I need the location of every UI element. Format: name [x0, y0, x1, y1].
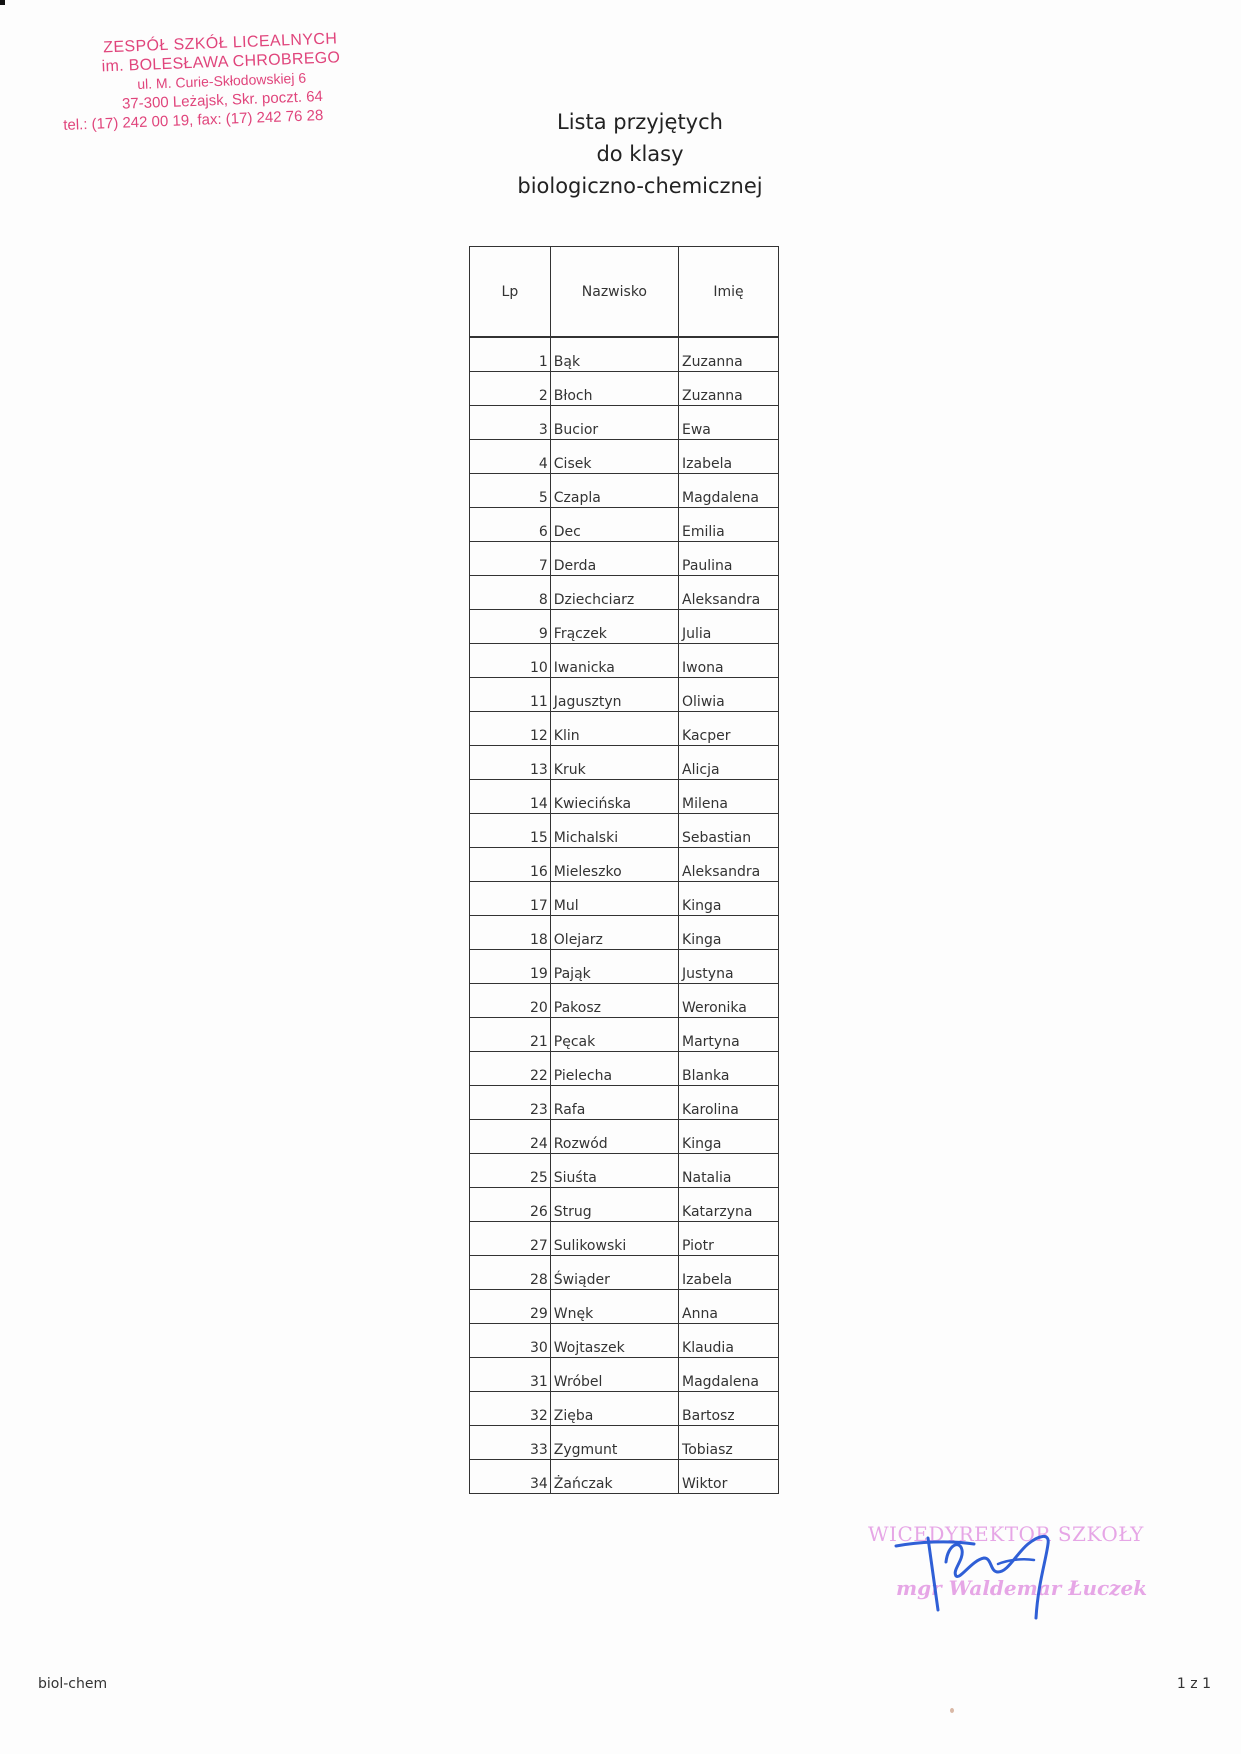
- table-row: [470, 1086, 779, 1120]
- row-firstname-cell: Justyna: [679, 950, 779, 984]
- row-firstname-cell: Magdalena: [679, 1358, 779, 1392]
- row-lp-cell: 24: [470, 1120, 551, 1154]
- row-surname-cell: Dec: [550, 508, 678, 542]
- table-row: [470, 372, 779, 406]
- row-lp-cell: 3: [470, 406, 551, 440]
- title-line-3: biologiczno-chemicznej: [517, 174, 763, 198]
- row-firstname-cell: Oliwia: [679, 678, 779, 712]
- table-row: [470, 1154, 779, 1188]
- row-firstname-cell: Blanka: [679, 1052, 779, 1086]
- row-lp-cell: 5: [470, 474, 551, 508]
- title-line-2: do klasy: [596, 142, 684, 166]
- stamp-line-patron: im. BOLESŁAWA CHROBREGO: [101, 49, 341, 76]
- row-lp-cell: 19: [470, 950, 551, 984]
- table-row: [470, 440, 779, 474]
- row-lp-cell: 27: [470, 1222, 551, 1256]
- row-lp-cell: 31: [470, 1358, 551, 1392]
- row-lp-cell: 12: [470, 712, 551, 746]
- table-row: [470, 1392, 779, 1426]
- row-lp-cell: 33: [470, 1426, 551, 1460]
- row-firstname-cell: Aleksandra: [679, 848, 779, 882]
- stamp-line-phone: tel.: (17) 242 00 19, fax: (17) 242 76 28: [62, 106, 324, 134]
- row-surname-cell: Bucior: [550, 406, 678, 440]
- row-surname-cell: Michalski: [550, 814, 678, 848]
- admitted-students-table: [469, 246, 779, 1494]
- row-surname-cell: Zięba: [550, 1392, 678, 1426]
- title-line-1: Lista przyjętych: [557, 110, 723, 134]
- row-firstname-cell: Katarzyna: [679, 1188, 779, 1222]
- row-surname-cell: Sulikowski: [550, 1222, 678, 1256]
- stamp-line-street: ul. M. Curie-Skłodowskiej 6: [137, 69, 307, 93]
- table-row: [470, 610, 779, 644]
- row-firstname-cell: Karolina: [679, 1086, 779, 1120]
- row-firstname-cell: Martyna: [679, 1018, 779, 1052]
- header-lp: Lp: [470, 247, 551, 337]
- table-row: [470, 474, 779, 508]
- row-lp-cell: 15: [470, 814, 551, 848]
- row-firstname-cell: Weronika: [679, 984, 779, 1018]
- row-surname-cell: Rafa: [550, 1086, 678, 1120]
- table-row: [470, 508, 779, 542]
- row-firstname-cell: Paulina: [679, 542, 779, 576]
- stamp-line-school: ZESPÓŁ SZKÓŁ LICEALNYCH: [102, 30, 338, 57]
- row-surname-cell: Bąk: [550, 338, 678, 372]
- table-row: [470, 1358, 779, 1392]
- table-row: [470, 848, 779, 882]
- row-surname-cell: Dziechciarz: [550, 576, 678, 610]
- table-row: [470, 814, 779, 848]
- row-lp-cell: 10: [470, 644, 551, 678]
- row-firstname-cell: Kinga: [679, 882, 779, 916]
- row-surname-cell: Świąder: [550, 1256, 678, 1290]
- row-surname-cell: Klin: [550, 712, 678, 746]
- row-lp-cell: 34: [470, 1460, 551, 1494]
- row-surname-cell: Wróbel: [550, 1358, 678, 1392]
- row-lp-cell: 26: [470, 1188, 551, 1222]
- row-lp-cell: 6: [470, 508, 551, 542]
- row-firstname-cell: Sebastian: [679, 814, 779, 848]
- scan-corner-mark: [0, 0, 5, 5]
- row-lp-cell: 4: [470, 440, 551, 474]
- row-firstname-cell: Kinga: [679, 1120, 779, 1154]
- handwritten-signature-icon: [888, 1514, 1088, 1634]
- row-surname-cell: Rozwód: [550, 1120, 678, 1154]
- row-firstname-cell: Klaudia: [679, 1324, 779, 1358]
- table-row: [470, 1222, 779, 1256]
- table-header: [470, 247, 779, 337]
- table-row: [470, 916, 779, 950]
- table-row: [470, 1426, 779, 1460]
- table-row: [470, 1256, 779, 1290]
- row-surname-cell: Czapla: [550, 474, 678, 508]
- table-row: [470, 1120, 779, 1154]
- row-lp-cell: 29: [470, 1290, 551, 1324]
- row-firstname-cell: Bartosz: [679, 1392, 779, 1426]
- signature-stamp-title: WICEDYREKTOR SZKOŁY: [868, 1522, 1144, 1546]
- row-firstname-cell: Wiktor: [679, 1460, 779, 1494]
- signature-stamp-name: mgr Waldemar Łuczek: [896, 1576, 1148, 1600]
- row-firstname-cell: Izabela: [679, 1256, 779, 1290]
- table-row: [470, 338, 779, 372]
- row-lp-cell: 16: [470, 848, 551, 882]
- row-surname-cell: Siuśta: [550, 1154, 678, 1188]
- row-surname-cell: Kruk: [550, 746, 678, 780]
- row-surname-cell: Pęcak: [550, 1018, 678, 1052]
- scan-speck: [950, 1708, 954, 1713]
- row-lp-cell: 20: [470, 984, 551, 1018]
- row-firstname-cell: Tobiasz: [679, 1426, 779, 1460]
- row-firstname-cell: Magdalena: [679, 474, 779, 508]
- row-surname-cell: Pająk: [550, 950, 678, 984]
- row-lp-cell: 11: [470, 678, 551, 712]
- table-row: [470, 746, 779, 780]
- row-lp-cell: 7: [470, 542, 551, 576]
- row-lp-cell: 28: [470, 1256, 551, 1290]
- school-stamp: [60, 28, 383, 135]
- row-lp-cell: 21: [470, 1018, 551, 1052]
- row-surname-cell: Cisek: [550, 440, 678, 474]
- table-row: [470, 712, 779, 746]
- row-surname-cell: Olejarz: [550, 916, 678, 950]
- table-row: [470, 542, 779, 576]
- row-firstname-cell: Julia: [679, 610, 779, 644]
- table-row: [470, 882, 779, 916]
- row-lp-cell: 32: [470, 1392, 551, 1426]
- stamp-line-city: 37-300 Leżajsk, Skr. poczt. 64: [121, 87, 324, 113]
- table-row: [470, 950, 779, 984]
- row-lp-cell: 18: [470, 916, 551, 950]
- table-row: [470, 678, 779, 712]
- row-surname-cell: Kwiecińska: [550, 780, 678, 814]
- row-lp-cell: 23: [470, 1086, 551, 1120]
- row-lp-cell: 22: [470, 1052, 551, 1086]
- row-lp-cell: 1: [470, 338, 551, 372]
- row-firstname-cell: Izabela: [679, 440, 779, 474]
- row-surname-cell: Mieleszko: [550, 848, 678, 882]
- row-surname-cell: Wojtaszek: [550, 1324, 678, 1358]
- table-row: [470, 576, 779, 610]
- row-lp-cell: 25: [470, 1154, 551, 1188]
- row-surname-cell: Błoch: [550, 372, 678, 406]
- row-lp-cell: 14: [470, 780, 551, 814]
- row-surname-cell: Pakosz: [550, 984, 678, 1018]
- row-firstname-cell: Milena: [679, 780, 779, 814]
- footer-document-code: biol-chem: [38, 1676, 108, 1692]
- row-surname-cell: Derda: [550, 542, 678, 576]
- row-lp-cell: 13: [470, 746, 551, 780]
- table-header-row: [470, 247, 779, 337]
- row-surname-cell: Frączek: [550, 610, 678, 644]
- table-row: [470, 406, 779, 440]
- document-title: [480, 106, 800, 202]
- row-surname-cell: Żańczak: [550, 1460, 678, 1494]
- table-body: [470, 337, 779, 1494]
- row-lp-cell: 2: [470, 372, 551, 406]
- signature-block: [868, 1514, 1158, 1634]
- table-row: [470, 1018, 779, 1052]
- table-row: [470, 1290, 779, 1324]
- row-surname-cell: Iwanicka: [550, 644, 678, 678]
- table-row: [470, 1052, 779, 1086]
- row-firstname-cell: Anna: [679, 1290, 779, 1324]
- table-row: [470, 644, 779, 678]
- row-firstname-cell: Zuzanna: [679, 338, 779, 372]
- row-surname-cell: Mul: [550, 882, 678, 916]
- row-lp-cell: 9: [470, 610, 551, 644]
- table-row: [470, 1324, 779, 1358]
- header-firstname: Imię: [679, 247, 779, 337]
- table-row: [470, 780, 779, 814]
- table-row: [470, 1460, 779, 1494]
- row-lp-cell: 30: [470, 1324, 551, 1358]
- table-row: [470, 1188, 779, 1222]
- row-firstname-cell: Kacper: [679, 712, 779, 746]
- row-firstname-cell: Zuzanna: [679, 372, 779, 406]
- row-firstname-cell: Emilia: [679, 508, 779, 542]
- row-surname-cell: Zygmunt: [550, 1426, 678, 1460]
- row-firstname-cell: Alicja: [679, 746, 779, 780]
- row-surname-cell: Jagusztyn: [550, 678, 678, 712]
- row-firstname-cell: Iwona: [679, 644, 779, 678]
- row-firstname-cell: Aleksandra: [679, 576, 779, 610]
- row-firstname-cell: Piotr: [679, 1222, 779, 1256]
- row-surname-cell: Pielecha: [550, 1052, 678, 1086]
- row-firstname-cell: Natalia: [679, 1154, 779, 1188]
- row-firstname-cell: Kinga: [679, 916, 779, 950]
- row-firstname-cell: Ewa: [679, 406, 779, 440]
- header-surname: Nazwisko: [550, 247, 678, 337]
- row-lp-cell: 8: [470, 576, 551, 610]
- row-surname-cell: Wnęk: [550, 1290, 678, 1324]
- row-lp-cell: 17: [470, 882, 551, 916]
- row-surname-cell: Strug: [550, 1188, 678, 1222]
- footer-page-number: 1 z 1: [1176, 1676, 1211, 1692]
- table-row: [470, 984, 779, 1018]
